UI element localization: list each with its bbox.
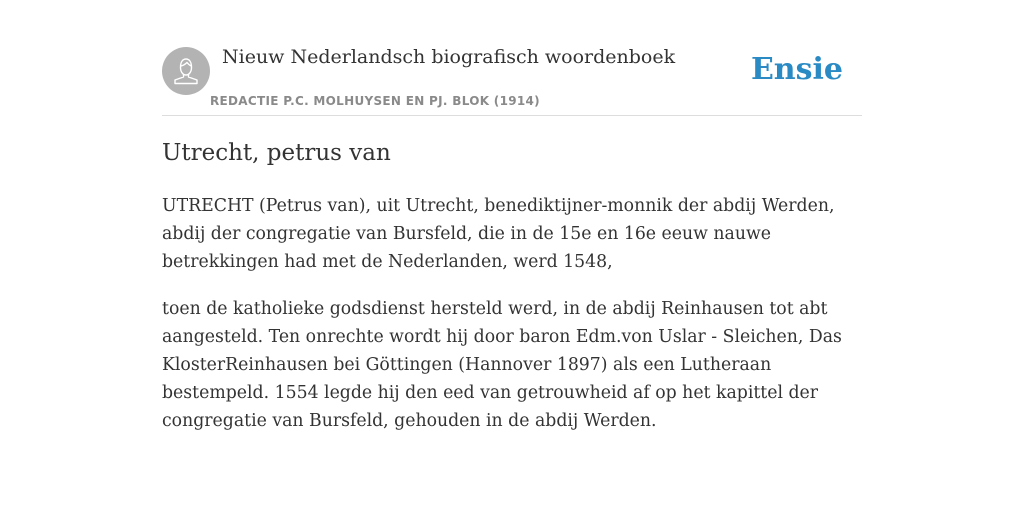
source-title[interactable]: Nieuw Nederlandsch biografisch woordenboek: [222, 46, 676, 68]
user-icon: [162, 47, 210, 95]
source-subtitle: REDACTIE P.C. MOLHUYSEN EN PJ. BLOK (1914): [210, 94, 540, 108]
avatar[interactable]: [162, 47, 210, 95]
entry-title: Utrecht, petrus van: [162, 140, 391, 166]
entry-paragraph-2: toen de katholieke godsdienst hersteld werd, in de abdij Reinhausen tot abt aangesteld. Ten onrechte wordt hij door baron Edm.von Uslar - Sleichen, Das KlosterReinhausen bei Göttingen (Hannover 1897) als een Lutheraan bestempeld. 1554 legde hij den eed van getrouwheid af op het kapittel der congregatie van Bursfeld, gehouden in de abdij Werden.: [162, 299, 842, 431]
brand-logo[interactable]: Ensie: [750, 52, 843, 87]
source-header: [162, 44, 862, 116]
entry-paragraph-1: UTRECHT (Petrus van), uit Utrecht, benediktijner-monnik der abdij Werden, abdij der congregatie van Bursfeld, die in de 15e en 16e eeuw nauwe betrekkingen had met de Nederlanden, werd 1548,: [162, 196, 835, 272]
